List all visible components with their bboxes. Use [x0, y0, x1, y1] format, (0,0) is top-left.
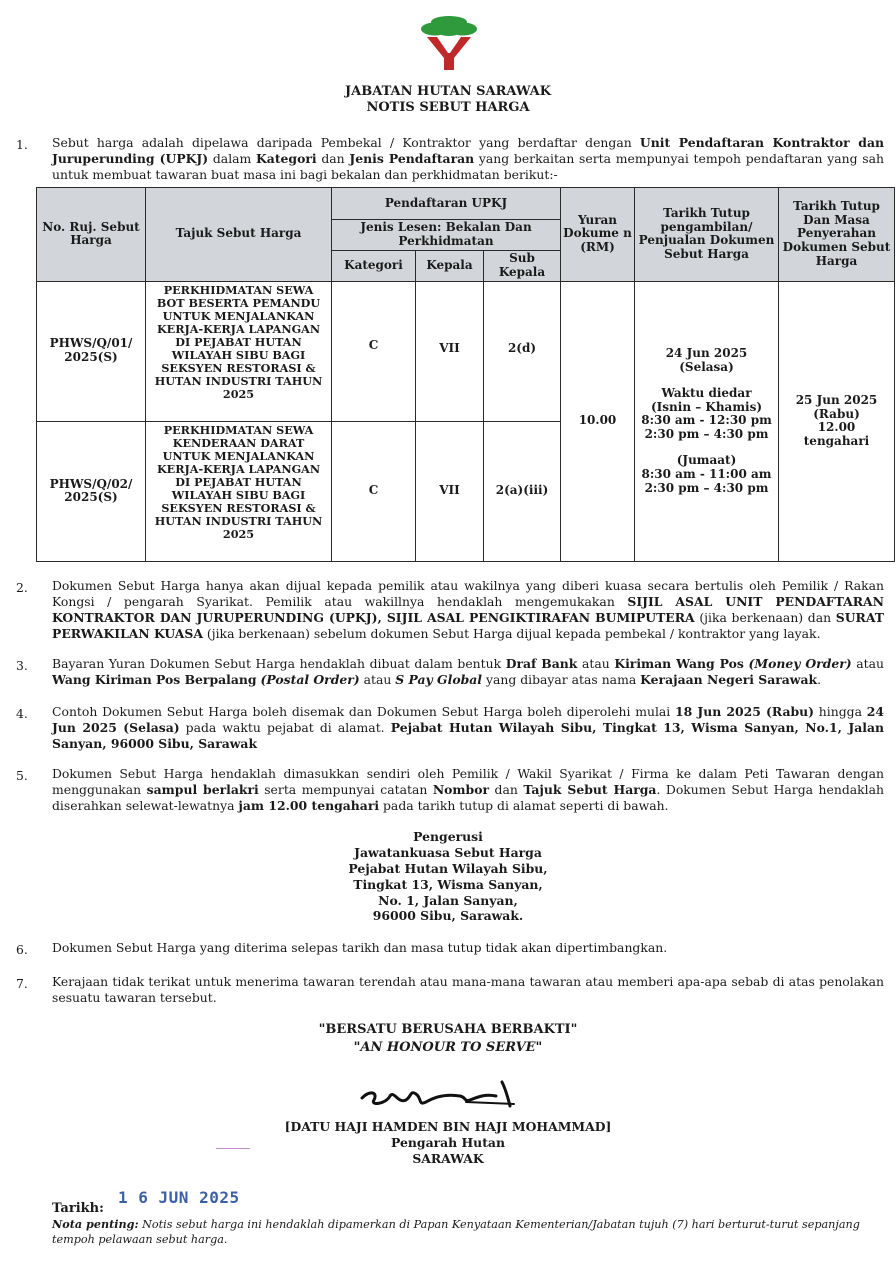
para-6-number: 6. [16, 942, 28, 957]
para-5: Dokumen Sebut Harga hendaklah dimasukkan sendiri oleh Pemilik / Wakil Syarikat / Firma ke dalam Peti Tawaran dengan menggunakan sampul berlakri serta mempunyai catatan Nombor dan Tajuk Sebut Harga. Dokumen Sebut Harga hendaklah diserahkan selewat-lewatnya jam 12.00 tengahari pada tarikh tutup di alamat seperti di bawah. [52, 766, 884, 813]
col-header-fee: Yuran Dokume n (RM) [561, 188, 635, 282]
para-7: Kerajaan tidak terikat untuk menerima tawaran terendah atau mana-mana tawaran atau memberi apa-apa sebab di atas penolakan sesuatu tawaran tersebut. [52, 974, 884, 1005]
signatory-block: [DATU HAJI HAMDEN BIN HAJI MOHAMMAD] Pengarah Hutan SARAWAK [284, 1119, 612, 1166]
para-4-number: 4. [16, 706, 28, 721]
para-3: Bayaran Yuran Dokumen Sebut Harga hendaklah dibuat dalam bentuk Draf Bank atau Kiriman Wang Pos (Money Order) atau Wang Kiriman Pos Berpalang (Postal Order) atau S Pay Global yang dibayar atas nama Kerajaan Negeri Sarawak. [52, 656, 884, 687]
col-header-submission: Tarikh Tutup Dan Masa Penyerahan Dokumen Sebut Harga [779, 188, 895, 282]
row-ref: PHWS/Q/01/ 2025(S) [37, 281, 146, 421]
pink-pen-mark [216, 1148, 250, 1149]
closing-details: 24 Jun 2025 (Selasa) Waktu diedar (Isnin – Khamis) 8:30 am - 12:30 pm 2:30 pm – 4:30 pm (Jumaat) 8:30 am - 11:00 am 2:30 pm – 4:30 pm [635, 281, 779, 561]
col-header-ref: No. Ruj. Sebut Harga [37, 188, 146, 282]
submission-details: 25 Jun 2025 (Rabu) 12.00 tengahari [779, 281, 895, 561]
para-1: Sebut harga adalah dipelawa daripada Pembekal / Kontraktor yang berdaftar dengan Unit Pendaftaran Kontraktor dan Juruperunding (UPKJ) dalam Kategori dan Jenis Pendaftaran yang berkaitan serta mempunyai tempoh pendaftaran yang sah untuk membuat tawaran buat masa ini bagi bekalan dan perkhidmatan berikut:- [52, 135, 884, 182]
row-category: C [332, 421, 416, 561]
fee-value: 10.00 [561, 281, 635, 561]
col-header-title: Tajuk Sebut Harga [146, 188, 332, 282]
para-4: Contoh Dokumen Sebut Harga boleh disemak dan Dokumen Sebut Harga boleh diperolehi mulai 18 Jun 2025 (Rabu) hingga 24 Jun 2025 (Selasa) pada waktu pejabat di alamat. Pejabat Hutan Wilayah Sibu, Tingkat 13, Wisma Sanyan, No.1, Jalan Sanyan, 96000 Sibu, Sarawak [52, 704, 884, 751]
table-row [37, 281, 895, 421]
para-7-number: 7. [16, 976, 28, 991]
row-head: VII [416, 421, 484, 561]
para-6: Dokumen Sebut Harga yang diterima selepas tarikh dan masa tutup tidak akan dipertimbangkan. [52, 940, 668, 955]
col-header-license: Jenis Lesen: Bekalan Dan Perkhidmatan [332, 220, 561, 251]
col-header-subhead: Sub Kepala [484, 250, 561, 281]
motto-malay: "BERSATU BERUSAHA BERBAKTI" [318, 1022, 578, 1037]
col-header-upkj: Pendaftaran UPKJ [332, 188, 561, 220]
date-stamp: 1 6 JUN 2025 [118, 1188, 240, 1207]
row-category: C [332, 281, 416, 421]
para-3-number: 3. [16, 658, 28, 673]
jabatan-hutan-logo [417, 8, 481, 72]
col-header-head: Kepala [416, 250, 484, 281]
col-header-category: Kategori [332, 250, 416, 281]
col-header-closing: Tarikh Tutup pengambilan/ Penjualan Dokumen Sebut Harga [635, 188, 779, 282]
notice-title: NOTIS SEBUT HARGA [366, 100, 530, 115]
para-2: Dokumen Sebut Harga hanya akan dijual kepada pemilik atau wakilnya yang diberi kuasa secara bertulis oleh Pemilik / Rakan Kongsi / pengarah Syarikat. Pemilik atau wakillnya hendaklah mengemukakan SIJIL ASAL UNIT PENDAFTARAN KONTRAKTOR DAN JURUPERUNDING (UPKJ), SIJIL ASAL PENGIKTIRAFAN BUMIPUTERA (jika berkenaan) dan SURAT PERWAKILAN KUASA (jika berkenaan) sebelum dokumen Sebut Harga dijual kepada pembekal / kontraktor yang layak. [52, 578, 884, 641]
handwritten-signature [356, 1076, 526, 1116]
para-5-number: 5. [16, 768, 28, 783]
important-note: Nota penting: Notis sebut harga ini hendaklah dipamerkan di Papan Kenyataan Kementerian/Jabatan tujuh (7) hari berturut-turut sepanjang tempoh pelawaan sebut harga. [52, 1217, 860, 1246]
motto-english: "AN HONOUR TO SERVE" [353, 1040, 543, 1055]
row-title: PERKHIDMATAN SEWA KENDERAAN DARAT UNTUK MENJALANKAN KERJA-KERJA LAPANGAN DI PEJABAT HUTAN WILAYAH SIBU BAGI SEKSYEN RESTORASI & HUTAN INDUSTRI TAHUN 2025 [146, 421, 332, 561]
row-subhead: 2(d) [484, 281, 561, 421]
row-ref: PHWS/Q/02/ 2025(S) [37, 421, 146, 561]
row-title: PERKHIDMATAN SEWA BOT BESERTA PEMANDU UNTUK MENJALANKAN KERJA-KERJA LAPANGAN DI PEJABAT HUTAN WILAYAH SIBU BAGI SEKSYEN RESTORASI & HUTAN INDUSTRI TAHUN 2025 [146, 281, 332, 421]
agency-name: JABATAN HUTAN SARAWAK [344, 84, 551, 99]
para-2-number: 2. [16, 580, 28, 595]
quotation-table [36, 187, 895, 562]
date-label: Tarikh: [52, 1201, 104, 1216]
address-block: Pengerusi Jawatankuasa Sebut Harga Pejabat Hutan Wilayah Sibu, Tingkat 13, Wisma Sanyan, No. 1, Jalan Sanyan, 96000 Sibu, Sarawak. [348, 829, 548, 924]
row-head: VII [416, 281, 484, 421]
row-subhead: 2(a)(iii) [484, 421, 561, 561]
para-1-number: 1. [16, 137, 28, 152]
